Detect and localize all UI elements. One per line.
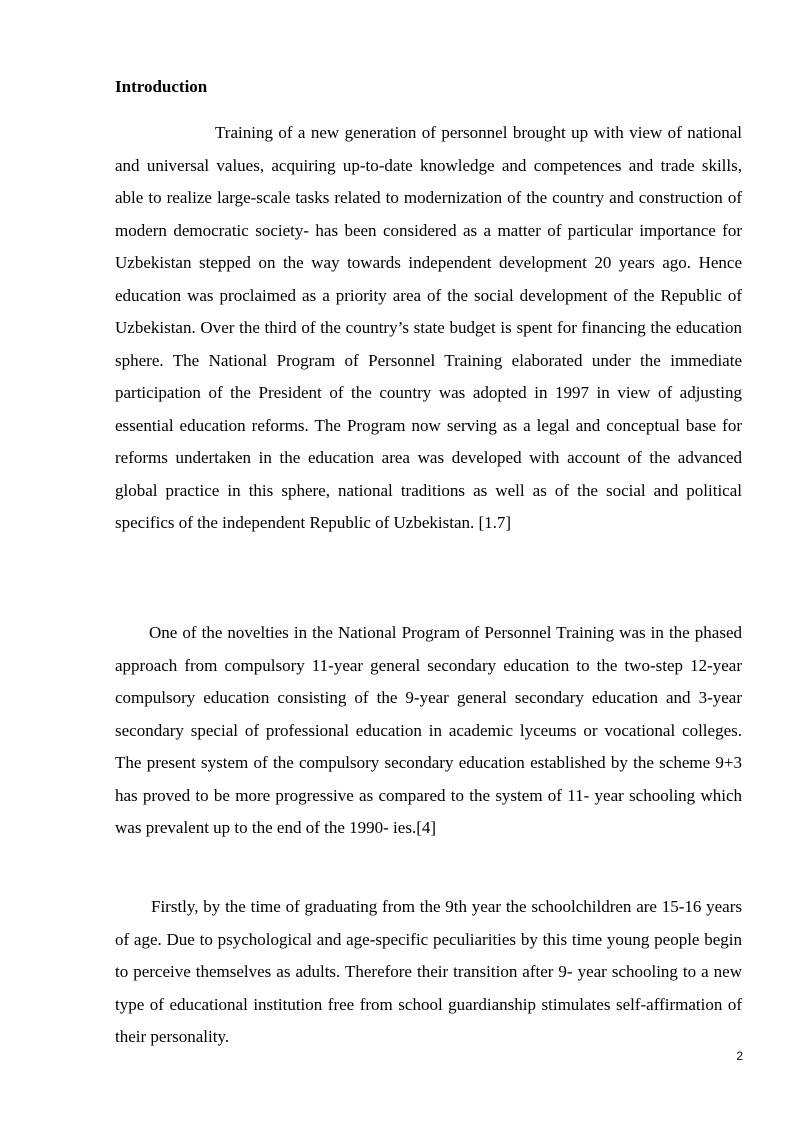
paragraph-3: Firstly, by the time of graduating from the 9th year the schoolchildren are 15-16 years of age. Due to psychological and age-specific peculiarities by this time young people begin to perceive themselves as adults. Therefore their transition after 9- year schooling to a new type of educational institution free from school guardianship stimulates self-affirmation of their personality. (115, 897, 742, 1046)
paragraph-1: Training of a new generation of personnel brought up with view of national and universal values, acquiring up-to-date knowledge and competences and trade skills, able to realize large-scale tasks related to modernization of the country and construction of modern democratic society- has been considered as a matter of particular importance for Uzbekistan stepped on the way towards independent development 20 years ago. Hence education was proclaimed as a priority area of the social development of the Republic of Uzbekistan. Over the third of the country’s state budget is spent for financing the education sphere. The National Program of Personnel Training elaborated under the immediate participation of the President of the country was adopted in 1997 in view of adjusting essential education reforms. The Program now serving as a legal and conceptual base for reforms undertaken in the education area was developed with account of the advanced global practice in this sphere, national traditions as well as of the social and political specifics of the independent Republic of Uzbekistan. [1.7] (115, 123, 742, 532)
paragraph-2: One of the novelties in the National Program of Personnel Training was in the phased approach from compulsory 11-year general secondary education to the two-step 12-year compulsory education consisting of the 9-year general secondary education and 3-year secondary special of professional education in academic lyceums or vocational colleges. The present system of the compulsory secondary education established by the scheme 9+3 has proved to be more progressive as compared to the system of 11- year schooling which was prevalent up to the end of the 1990- ies.[4] (115, 623, 742, 837)
section-heading: Introduction (115, 77, 208, 96)
page-number: 2 (736, 1049, 743, 1063)
